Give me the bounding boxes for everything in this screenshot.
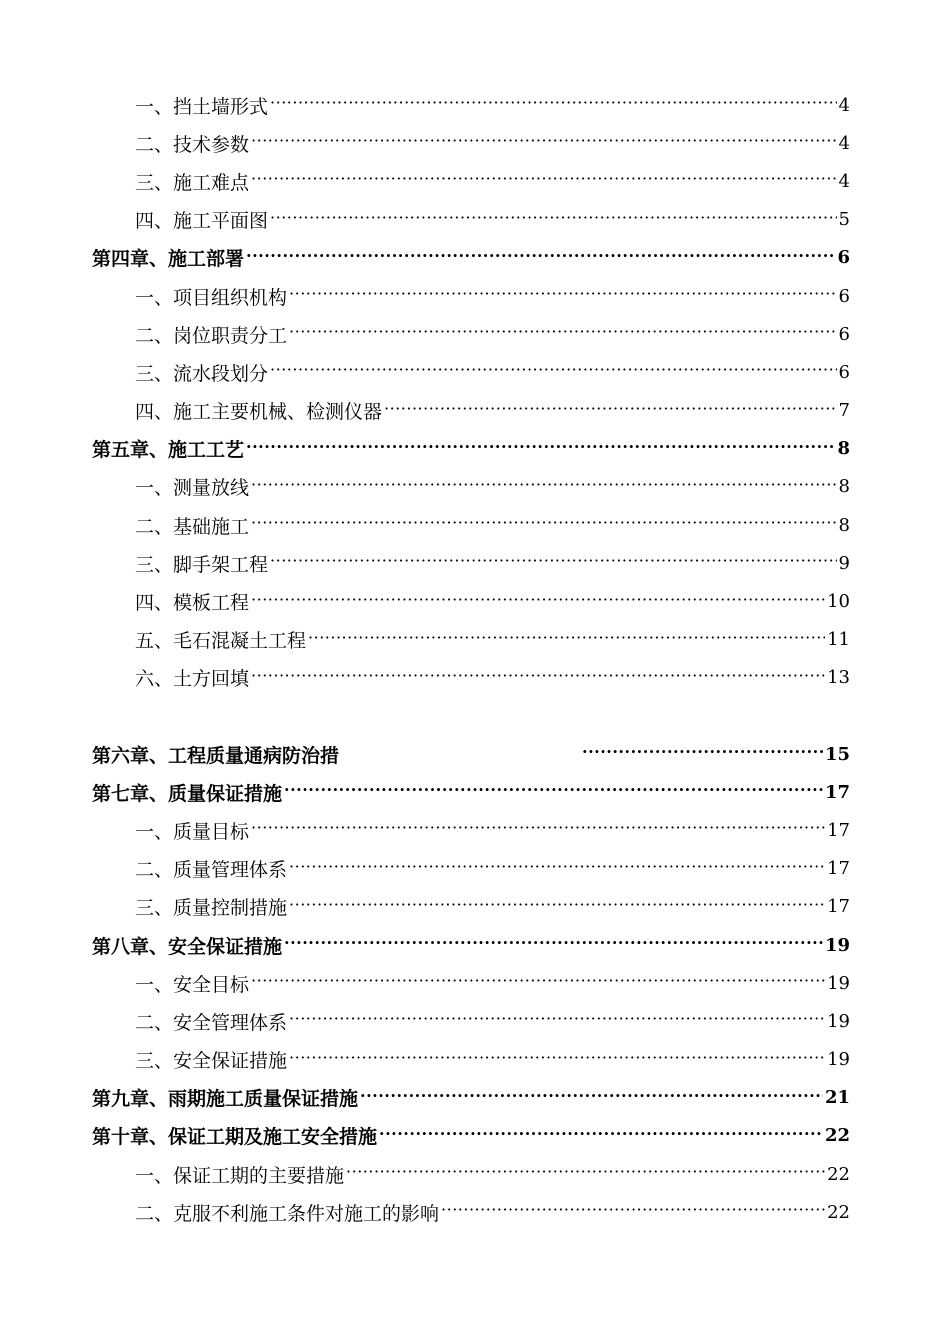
toc-dot-leader <box>360 1088 823 1104</box>
toc-page-number: 19 <box>824 934 850 956</box>
toc-section-entry[interactable] <box>0 201 950 239</box>
toc-dot-leader <box>384 401 837 417</box>
toc-section-entry[interactable] <box>0 468 950 506</box>
toc-entry-label: 一、挡土墙形式 <box>135 95 269 118</box>
toc-dot-leader <box>251 668 825 684</box>
toc-entry-label: 第四章、施工部署 <box>92 248 245 271</box>
toc-page-number: 21 <box>824 1087 850 1109</box>
toc-dot-leader <box>379 1126 823 1142</box>
toc-section-entry[interactable] <box>0 964 950 1002</box>
toc-chapter-entry[interactable] <box>0 239 950 277</box>
toc-page-number: 6 <box>838 285 850 307</box>
toc-dot-leader <box>251 133 837 149</box>
toc-entry-label: 第九章、雨期施工质量保证措施 <box>92 1088 359 1111</box>
toc-page-number: 17 <box>827 819 850 841</box>
toc-page-number: 8 <box>838 476 850 498</box>
toc-dot-leader <box>270 553 837 569</box>
toc-dot-leader <box>289 286 837 302</box>
toc-entry-label: 二、安全管理体系 <box>135 1011 288 1034</box>
toc-page-number: 19 <box>827 1049 850 1071</box>
toc-page-number: 9 <box>838 552 850 574</box>
toc-dot-leader <box>289 1050 825 1066</box>
toc-chapter-entry[interactable] <box>0 1079 950 1117</box>
toc-page-number: 7 <box>838 400 850 422</box>
toc-section-entry[interactable] <box>0 1193 950 1231</box>
toc-section-entry[interactable] <box>0 1155 950 1193</box>
toc-dot-leader <box>251 477 837 493</box>
toc-section-entry[interactable] <box>0 315 950 353</box>
toc-dot-leader <box>289 859 825 875</box>
toc-dot-leader <box>346 1164 825 1180</box>
toc-page-number: 8 <box>838 514 850 536</box>
toc-page-number: 4 <box>838 170 850 192</box>
toc-entry-label: 第五章、施工工艺 <box>92 439 245 462</box>
toc-entry-label: 二、克服不利施工条件对施工的影响 <box>135 1202 440 1225</box>
toc-page-number: 22 <box>827 1163 850 1185</box>
toc-page-number: 6 <box>838 323 850 345</box>
toc-entry-label: 一、项目组织机构 <box>135 286 288 309</box>
toc-dot-leader <box>284 935 823 951</box>
toc-page-number: 22 <box>824 1125 850 1147</box>
toc-section-entry[interactable] <box>0 353 950 391</box>
toc-dot-leader <box>246 248 835 264</box>
toc-chapter-entry[interactable] <box>0 926 950 964</box>
toc-entry-label: 五、毛石混凝土工程 <box>135 630 307 653</box>
toc-page-number: 5 <box>838 209 850 231</box>
toc-page-number: 15 <box>824 743 850 765</box>
toc-entry-label: 四、施工平面图 <box>135 210 269 233</box>
toc-chapter-entry[interactable] <box>0 773 950 811</box>
toc-chapter-entry[interactable] <box>0 430 950 468</box>
toc-entry-label: 三、流水段划分 <box>135 362 269 385</box>
toc-dot-leader <box>246 439 835 455</box>
toc-section-entry[interactable] <box>0 850 950 888</box>
toc-entry-label: 二、技术参数 <box>135 133 250 156</box>
toc-dot-leader <box>270 210 837 226</box>
toc-section-entry[interactable] <box>0 544 950 582</box>
toc-dot-leader <box>289 324 837 340</box>
toc-section-entry[interactable] <box>0 659 950 697</box>
toc-entry-label: 一、保证工期的主要措施 <box>135 1164 345 1187</box>
toc-entry-label: 四、施工主要机械、检测仪器 <box>135 401 383 424</box>
toc-page-number: 10 <box>827 591 850 613</box>
toc-section-entry[interactable] <box>0 506 950 544</box>
toc-dot-leader <box>441 1202 825 1218</box>
toc-page-number: 6 <box>838 361 850 383</box>
toc-page-number: 11 <box>827 629 850 651</box>
toc-section-entry[interactable] <box>0 86 950 124</box>
toc-dot-leader <box>582 744 823 760</box>
toc-dot-leader <box>270 95 837 111</box>
toc-entry-label: 第八章、安全保证措施 <box>92 935 283 958</box>
toc-entry-label: 第七章、质量保证措施 <box>92 782 283 805</box>
toc-page-number: 17 <box>827 858 850 880</box>
toc-entry-label: 三、施工难点 <box>135 171 250 194</box>
table-of-contents <box>0 86 950 1231</box>
toc-page-number: 13 <box>827 667 850 689</box>
toc-page-number: 22 <box>827 1201 850 1223</box>
toc-chapter-entry[interactable] <box>0 735 950 773</box>
toc-section-entry[interactable] <box>0 392 950 430</box>
toc-dot-leader <box>289 897 825 913</box>
toc-entry-label: 二、岗位职责分工 <box>135 324 288 347</box>
toc-entry-label: 三、质量控制措施 <box>135 897 288 920</box>
toc-entry-label: 二、质量管理体系 <box>135 859 288 882</box>
toc-dot-leader <box>251 820 825 836</box>
toc-section-entry[interactable] <box>0 124 950 162</box>
toc-chapter-entry[interactable] <box>0 1117 950 1155</box>
toc-section-entry[interactable] <box>0 162 950 200</box>
toc-section-entry[interactable] <box>0 277 950 315</box>
toc-dot-leader <box>284 782 823 798</box>
toc-entry-label: 一、质量目标 <box>135 820 250 843</box>
toc-entry-label: 一、安全目标 <box>135 973 250 996</box>
toc-section-entry[interactable] <box>0 1002 950 1040</box>
toc-entry-label: 三、脚手架工程 <box>135 553 269 576</box>
toc-page-number: 8 <box>837 438 850 460</box>
toc-dot-leader <box>251 515 837 531</box>
toc-dot-leader <box>308 630 825 646</box>
toc-dot-leader <box>251 592 825 608</box>
toc-page-number: 17 <box>824 781 850 803</box>
toc-section-entry[interactable] <box>0 811 950 849</box>
toc-entry-label: 三、安全保证措施 <box>135 1050 288 1073</box>
toc-section-entry[interactable] <box>0 582 950 620</box>
toc-entry-label: 六、土方回填 <box>135 668 250 691</box>
toc-entry-label: 四、模板工程 <box>135 592 250 615</box>
toc-page-number: 17 <box>827 896 850 918</box>
toc-dot-leader <box>289 1011 825 1027</box>
toc-section-entry[interactable] <box>0 888 950 926</box>
toc-dot-leader <box>251 973 825 989</box>
toc-page-number: 4 <box>838 132 850 154</box>
toc-page-number: 19 <box>827 1010 850 1032</box>
toc-entry-label: 第六章、工程质量通病防治措 <box>92 744 340 767</box>
toc-dot-leader <box>251 171 837 187</box>
toc-entry-label: 一、测量放线 <box>135 477 250 500</box>
toc-page-number: 6 <box>837 247 850 269</box>
toc-section-entry[interactable] <box>0 1041 950 1079</box>
toc-page-number: 19 <box>827 972 850 994</box>
toc-entry-label: 二、基础施工 <box>135 515 250 538</box>
toc-dot-leader <box>270 362 837 378</box>
toc-entry-label: 第十章、保证工期及施工安全措施 <box>92 1126 378 1149</box>
toc-section-entry[interactable] <box>0 621 950 659</box>
toc-page-number: 4 <box>838 94 850 116</box>
